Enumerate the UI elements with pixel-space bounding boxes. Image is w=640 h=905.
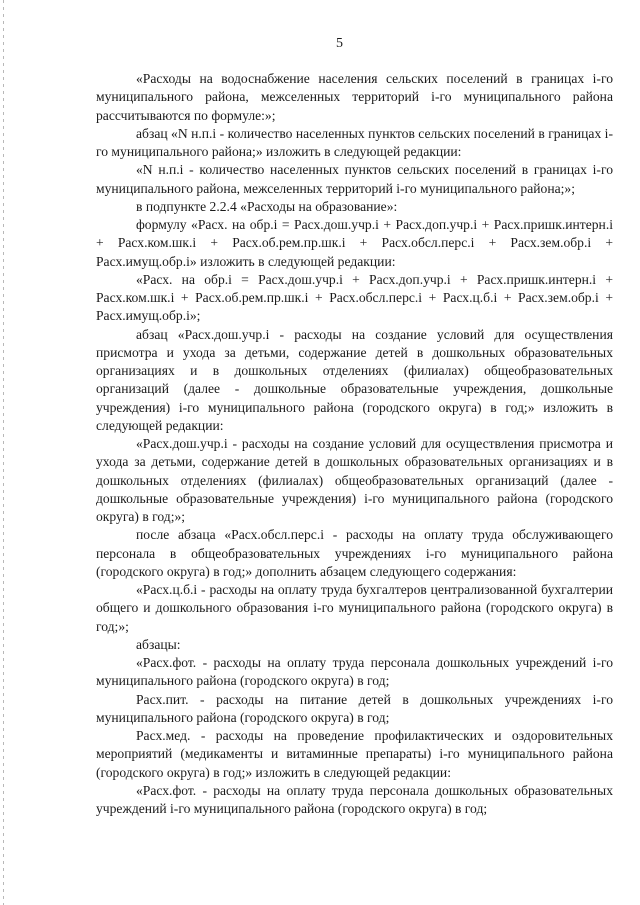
paragraph: «Расходы на водоснабжение населения сельских поселений в границах i-го муниципального района, межселенных территорий i-го муниципального района рассчитываются по формуле:»; xyxy=(96,71,613,123)
document-body xyxy=(96,70,613,818)
paragraph: после абзаца «Расх.обсл.перс.i - расходы на оплату труда обслуживающего персонала в общеобразовательных учреждениях i-го муниципального района (городского округа) в год;» дополнить абзацем следующего содержания: xyxy=(96,527,613,579)
paragraph: абзац «N н.п.i - количество населенных пунктов сельских поселений в границах i-го муниципального района;» изложить в следующей редакции: xyxy=(96,125,613,159)
paragraph: «Расх.дош.учр.i - расходы на создание условий для осуществления присмотра и ухода за детьми, содержание детей в дошкольных образовательных организациях и в дошкольных отделениях (филиалах) общеобразовательных организаций (далее - дошкольные образовательные учреждения) i-го муниципального района (городского округа) в год;»; xyxy=(96,436,613,524)
scan-edge-mark xyxy=(3,0,4,905)
paragraph: «Расх.ц.б.i - расходы на оплату труда бухгалтеров централизованной бухгалтерии общего и дошкольного образования i-го муниципального района (городского округа) в год;»; xyxy=(96,582,613,634)
page-number: 5 xyxy=(336,36,343,51)
paragraph: в подпункте 2.2.4 «Расходы на образование»: xyxy=(136,198,398,214)
paragraph: формулу «Расх. на обр.i = Расх.дош.учр.i + Расх.доп.учр.i + Расх.пришк.интерн.i + Расх.ком.шк.i + Расх.об.рем.пр.шк.i + Расх.обсл.перс.i + Расх.зем.обр.i + Расх.имущ.обр.i» изложить в следующей редакции: xyxy=(96,217,613,269)
paragraph: «N н.п.i - количество населенных пунктов сельских поселений в границах i-го муниципального района, межселенных территорий i-го муниципального района;»; xyxy=(96,162,613,196)
paragraph: «Расх.фот. - расходы на оплату труда персонала дошкольных учреждений i-го муниципального района (городского округа) в год; xyxy=(96,655,613,689)
paragraph: «Расх.фот. - расходы на оплату труда персонала дошкольных образовательных учреждений i-го муниципального района (городского округа) в год; xyxy=(96,782,613,816)
paragraph: абзац «Расх.дош.учр.i - расходы на создание условий для осуществления присмотра и ухода за детьми, содержание детей в дошкольных образовательных организациях и в дошкольных отделениях (филиалах) общеобразовательных организаций (далее - дошкольные образовательные учреждения, дошкольные учреждения) i-го муниципального района (городского округа) в год;» изложить в следующей редакции: xyxy=(96,326,613,433)
paragraph: абзацы: xyxy=(136,636,181,652)
paragraph: «Расх. на обр.i = Расх.дош.учр.i + Расх.доп.учр.i + Расх.пришк.интерн.i + Расх.ком.шк.i + Расх.об.рем.пр.шк.i + Расх.обсл.перс.i + Расх.ц.б.i + Расх.зем.обр.i + Расх.имущ.обр.i»; xyxy=(96,271,613,324)
paragraph: Расх.пит. - расходы на питание детей в дошкольных учреждениях i-го муниципального района (городского округа) в год; xyxy=(96,691,613,725)
paragraph: Расх.мед. - расходы на проведение профилактических и оздоровительных мероприятий (медикаменты и витаминные препараты) i-го муниципального района (городского округа) в год;» изложить в следующей редакции: xyxy=(96,728,613,780)
